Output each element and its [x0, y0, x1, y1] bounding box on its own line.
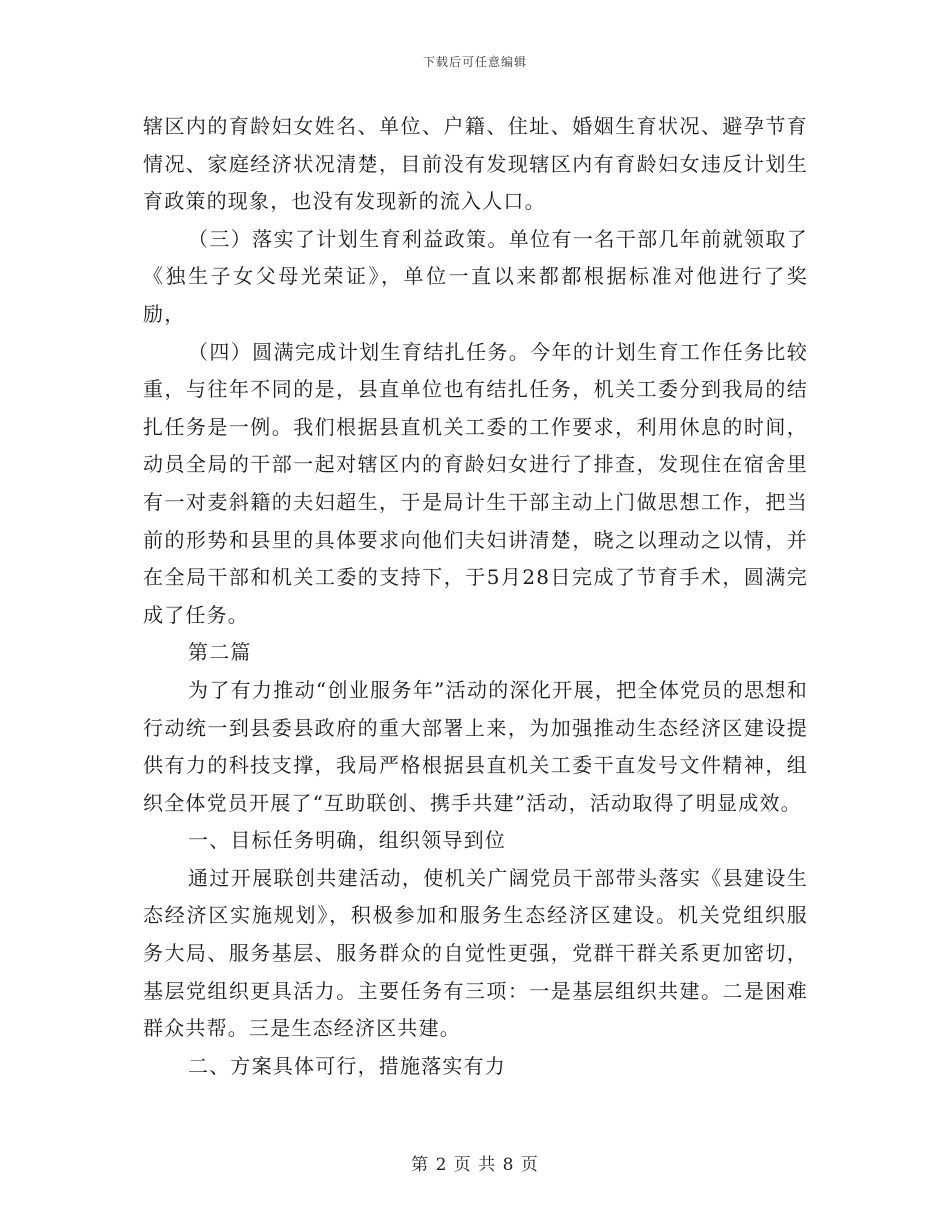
section-heading-two: 二、方案具体可行，措施落实有力: [188, 1053, 506, 1078]
paragraph-continuation: 辖区内的育龄妇女姓名、单位、户籍、住址、婚姻生育状况、避孕节育情况、家庭经济状况清楚，目前没有发现辖区内有育龄妇女违反计划生育政策的现象，也没有发现新的流入人口。: [143, 114, 808, 214]
page-number-footer: 第 2 页 共 8 页: [411, 1155, 539, 1175]
page-header: 下载后可任意编辑: [422, 55, 527, 69]
paragraph-intro: 为了有力推动“创业服务年”活动的深化开展，把全体党员的思想和行动统一到县委县政府的重大部署上来，为加强推动生态经济区建设提供有力的科技支撑，我局严格根据县直机关工委干直发号文件精神，组织全体党员开展了“互助联创、携手共建”活动，活动取得了明显成效。: [143, 677, 808, 815]
section-heading-one: 一、目标任务明确，组织领导到位: [188, 828, 506, 853]
paragraph-section-one-body: 通过开展联创共建活动，使机关广阔党员干部带头落实《县建设生态经济区实施规划》，积极参加和服务生态经济区建设。机关党组织服务大局、服务基层、服务群众的自觉性更强，党群干群关系更加密切，基层党组织更具活力。主要任务有三项：一是基层组织共建。二是困难群众共帮。三是生态经济区共建。: [143, 865, 808, 1041]
document-body: [143, 108, 808, 1085]
paragraph-section-four: （四）圆满完成计划生育结扎任务。今年的计划生育工作任务比较重，与往年不同的是，县直单位也有结扎任务，机关工委分到我局的结扎任务是一例。我们根据县直机关工委的工作要求，利用休息的时间，动员全局的干部一起对辖区内的育龄妇女进行了排查，发现住在宿舍里有一对麦斜籍的夫妇超生，于是局计生干部主动上门做思想工作，把当前的形势和县里的具体要求向他们夫妇讲清楚，晓之以理动之以情，并在全局干部和机关工委的支持下，于5月28日完成了节育手术，圆满完成了任务。: [143, 339, 808, 627]
part-heading: 第二篇: [188, 640, 252, 665]
paragraph-section-three: （三）落实了计划生育利益政策。单位有一名干部几年前就领取了《独生子女父母光荣证》，单位一直以来都都根据标准对他进行了奖励，: [143, 226, 808, 326]
